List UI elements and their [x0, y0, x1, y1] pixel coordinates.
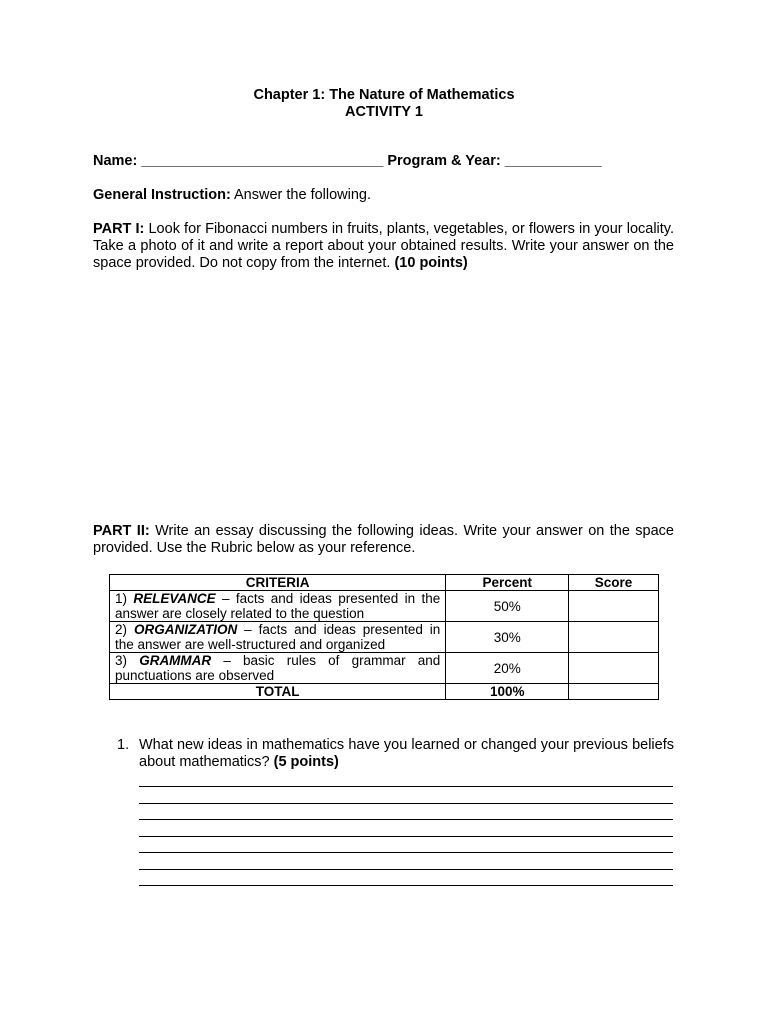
criteria-description: – basic rules of grammar and punctuations are observed: [115, 653, 441, 683]
rubric-header-percent: Percent: [446, 575, 569, 591]
name-program-line: [93, 153, 683, 169]
general-instruction: [93, 187, 683, 203]
part-one-text: Look for Fibonacci numbers in fruits, plants, vegetables, or flowers in your locality. Take a photo of it and write a report about your obtained results. Write your answer on the space provided. Do not copy from the internet.: [93, 221, 674, 271]
rubric-row: [110, 591, 659, 622]
rubric-criteria-cell: [110, 622, 446, 653]
criteria-number: 2): [115, 622, 128, 637]
criteria-number: 3): [115, 653, 128, 668]
answer-lines[interactable]: [139, 785, 673, 886]
rubric-total-row: [110, 684, 659, 700]
name-label: Name:: [93, 153, 138, 169]
program-year-blank[interactable]: ____________: [504, 153, 602, 169]
part-two-label: PART II:: [93, 523, 150, 539]
rubric-criteria-cell: [110, 653, 446, 684]
question-text: What new ideas in mathematics have you learned or changed your previous beliefs about mathematics?: [139, 737, 674, 770]
rubric-score-cell[interactable]: [569, 622, 659, 653]
question-points: (5 points): [273, 754, 339, 770]
name-blank[interactable]: ______________________________: [141, 153, 384, 169]
general-instruction-text: Answer the following.: [230, 187, 372, 203]
chapter-title: Chapter 1: The Nature of Mathematics: [253, 87, 515, 103]
answer-line[interactable]: [139, 787, 673, 804]
rubric-header-row: [110, 575, 659, 591]
criteria-name: RELEVANCE: [133, 591, 216, 606]
general-instruction-label: General Instruction:: [93, 187, 231, 203]
criteria-name: GRAMMAR: [139, 653, 212, 668]
rubric-row: [110, 653, 659, 684]
rubric-percent-cell: 30%: [446, 622, 569, 653]
part-one-points: (10 points): [394, 255, 468, 271]
part-one: [93, 221, 674, 272]
answer-line[interactable]: [139, 820, 673, 837]
rubric-header-criteria: CRITERIA: [110, 575, 446, 591]
rubric-percent-cell: 50%: [446, 591, 569, 622]
question-number: 1.: [117, 737, 130, 753]
part-two-text: Write an essay discussing the following ideas. Write your answer on the space provided. Use the Rubric below as your reference.: [93, 523, 674, 556]
rubric-header-score: Score: [569, 575, 659, 591]
rubric-total-score[interactable]: [569, 684, 659, 700]
activity-title: ACTIVITY 1: [345, 104, 423, 120]
rubric-score-cell[interactable]: [569, 591, 659, 622]
criteria-description: – facts and ideas presented in the answer are well-structured and organized: [115, 622, 441, 652]
rubric-total-label: TOTAL: [110, 684, 446, 700]
criteria-description: – facts and ideas presented in the answer are closely related to the question: [115, 591, 441, 621]
rubric-total-percent: 100%: [446, 684, 569, 700]
part-one-label: PART I:: [93, 221, 145, 237]
rubric-table: [109, 574, 659, 700]
answer-line[interactable]: [139, 870, 673, 887]
answer-line[interactable]: [139, 837, 673, 854]
rubric-score-cell[interactable]: [569, 653, 659, 684]
answer-line[interactable]: [139, 853, 673, 870]
rubric-criteria-cell: [110, 591, 446, 622]
criteria-number: 1): [115, 591, 128, 606]
rubric-row: [110, 622, 659, 653]
program-year-label: Program & Year:: [387, 153, 501, 169]
title-block: [0, 87, 768, 121]
answer-line[interactable]: [139, 804, 673, 821]
question-text-block: [139, 737, 674, 771]
rubric-percent-cell: 20%: [446, 653, 569, 684]
criteria-name: ORGANIZATION: [133, 622, 238, 637]
part-two: [93, 523, 674, 557]
